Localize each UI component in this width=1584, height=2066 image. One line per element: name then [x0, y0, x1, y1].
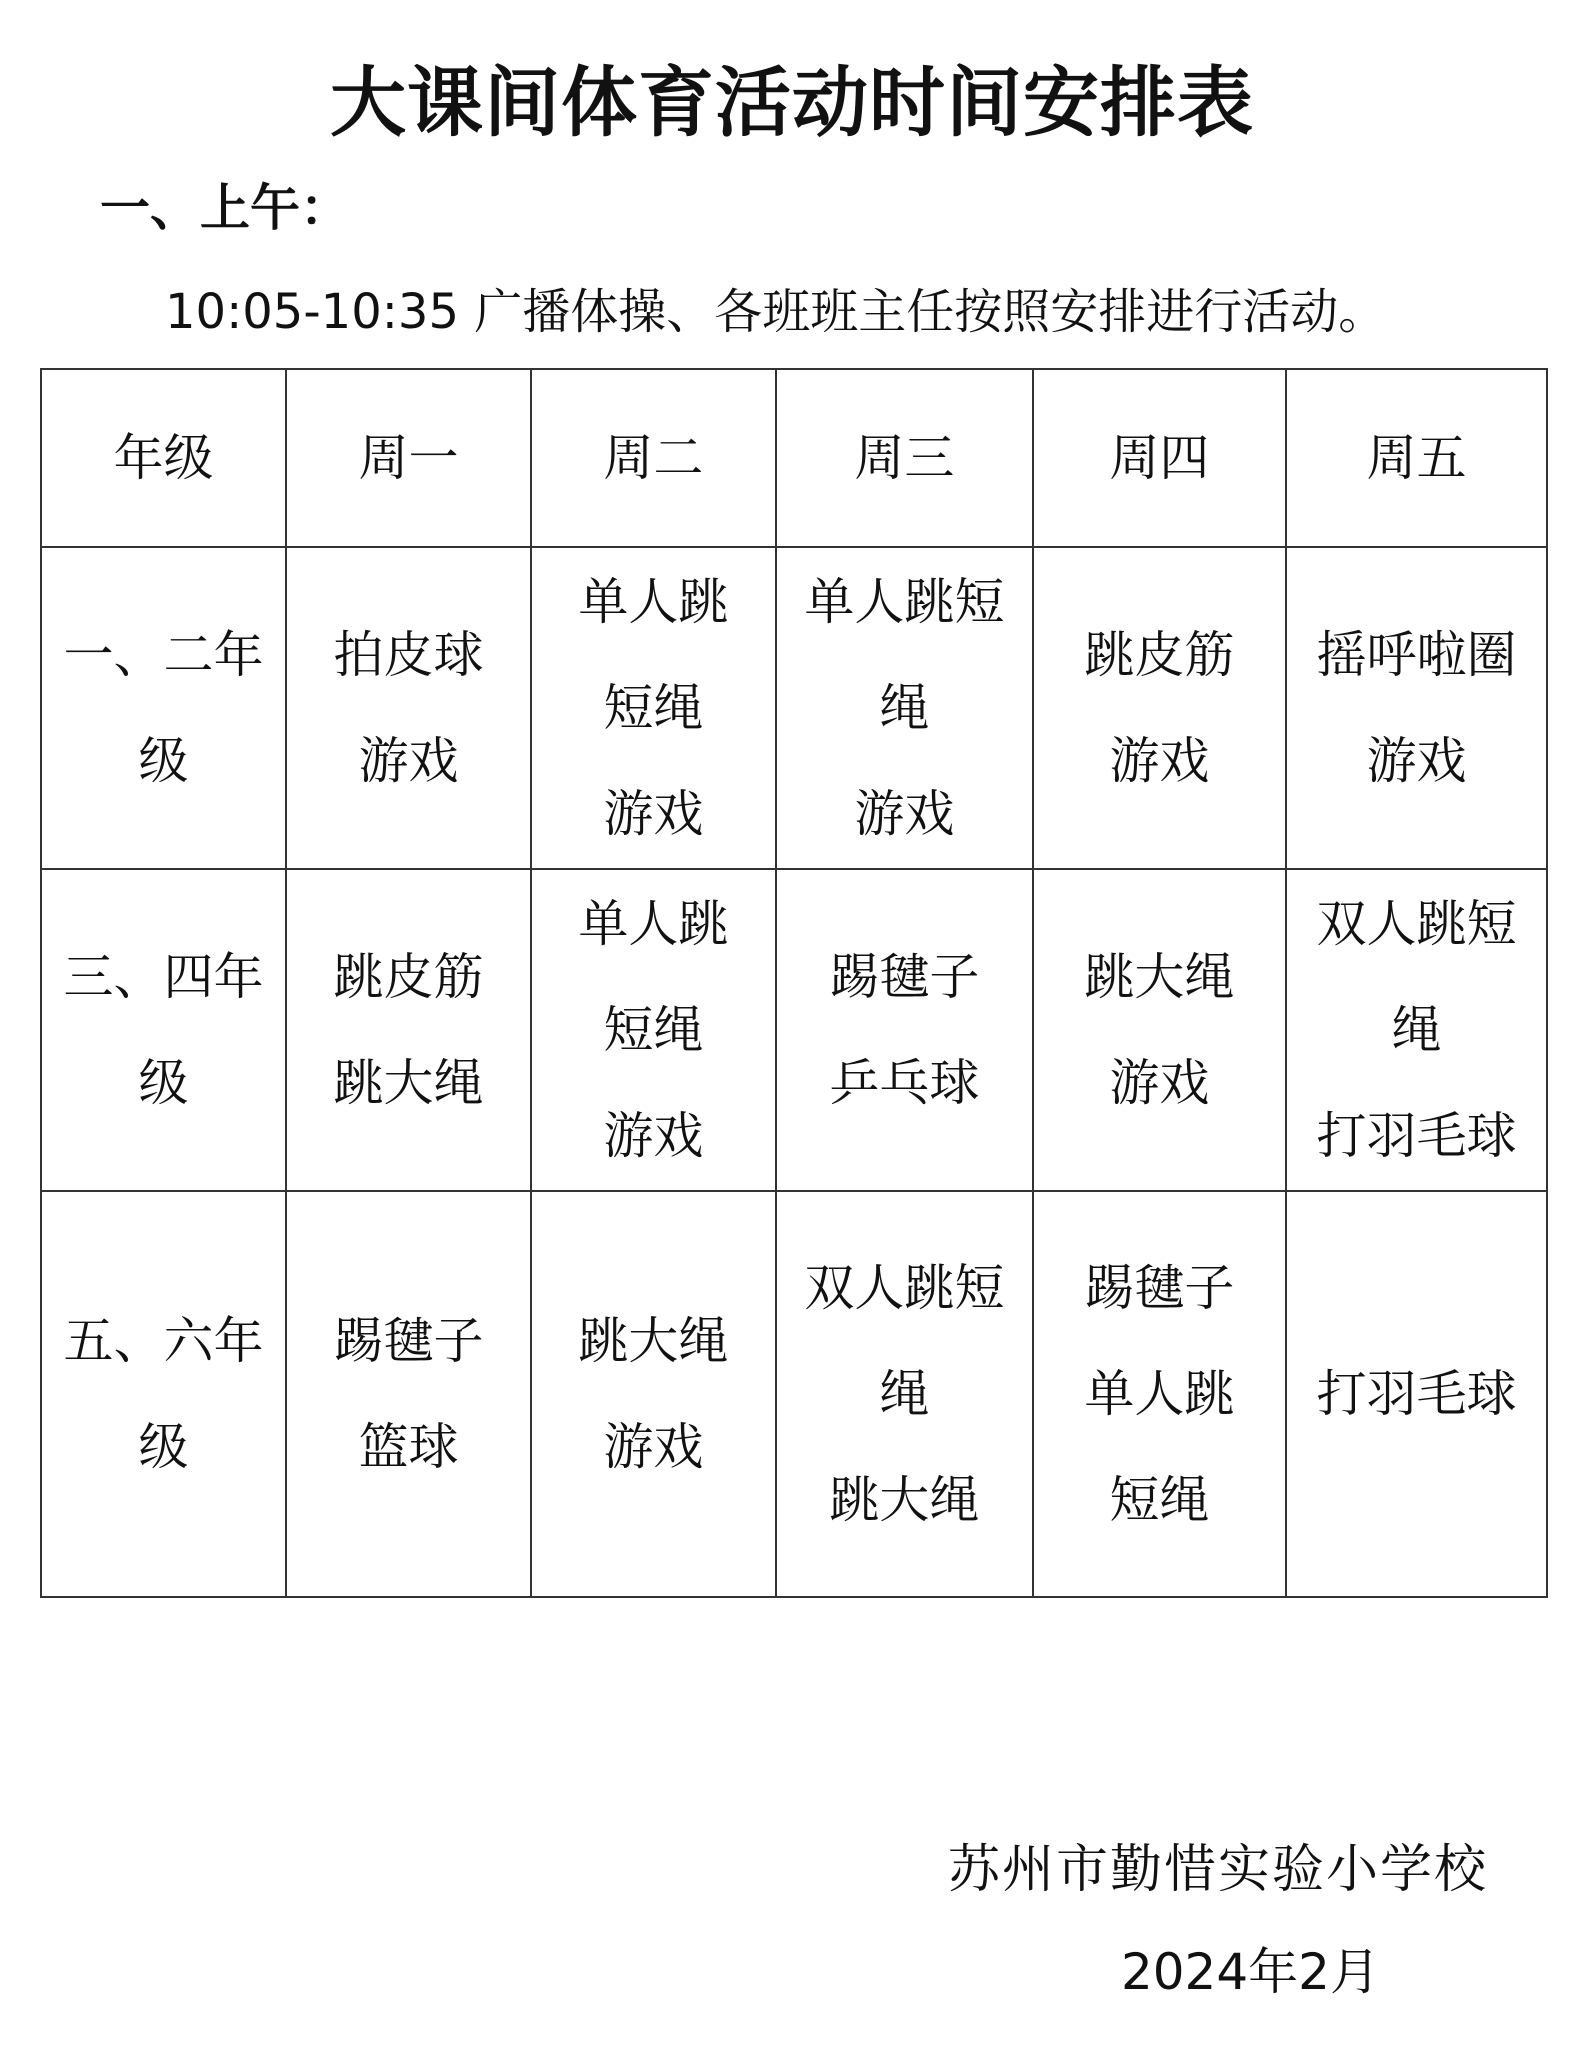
cell-line: 跳大绳 [1084, 948, 1235, 1006]
wednesday-activity-cell [776, 1191, 1033, 1597]
cell-line: 游戏 [1109, 1054, 1210, 1112]
friday-activity-cell [1286, 869, 1547, 1191]
cell-line: 三、四年 [63, 948, 264, 1006]
tuesday-activity-cell [531, 547, 776, 869]
cell-line: 游戏 [854, 785, 955, 843]
document-date: 2024年2月 [1120, 1943, 1380, 2001]
activity-schedule-table [40, 368, 1548, 1598]
cell-line: 单人跳 [578, 573, 729, 631]
cell-line: 单人跳短 [804, 573, 1005, 631]
cell-line: 打羽毛球 [1316, 1107, 1517, 1165]
cell-line: 绳 [879, 679, 930, 737]
cell-line: 单人跳 [1084, 1365, 1235, 1423]
cell-line: 跳大绳 [578, 1312, 729, 1370]
cell-line: 五、六年 [63, 1312, 264, 1370]
cell-line: 级 [138, 732, 189, 790]
monday-activity-cell [286, 547, 531, 869]
cell-line: 拍皮球 [333, 626, 484, 684]
school-name: 苏州市勤惜实验小学校 [947, 1840, 1488, 1900]
cell-line: 踢毽子 [333, 1312, 484, 1370]
table-row-grade-3-4 [41, 869, 1547, 1191]
cell-line: 双人跳短 [804, 1259, 1005, 1317]
cell-line: 游戏 [358, 732, 459, 790]
monday-activity-cell [286, 1191, 531, 1597]
section-heading-morning: 一、上午： [100, 179, 350, 237]
cell-line: 绳 [1391, 1001, 1442, 1059]
wednesday-activity-cell [776, 547, 1033, 869]
cell-line: 踢毽子 [1084, 1259, 1235, 1317]
thursday-activity-cell [1033, 547, 1286, 869]
header-monday: 周一 [286, 369, 531, 547]
cell-line: 一、二年 [63, 626, 264, 684]
cell-line: 短绳 [603, 679, 704, 737]
header-friday: 周五 [1286, 369, 1547, 547]
cell-line: 踢毽子 [829, 948, 980, 1006]
friday-activity-cell [1286, 1191, 1547, 1597]
header-thursday: 周四 [1033, 369, 1286, 547]
thursday-activity-cell [1033, 1191, 1286, 1597]
table-row-grade-5-6 [41, 1191, 1547, 1597]
grade-cell [41, 1191, 286, 1597]
grade-cell [41, 547, 286, 869]
tuesday-activity-cell [531, 869, 776, 1191]
thursday-activity-cell [1033, 869, 1286, 1191]
cell-line: 短绳 [603, 1001, 704, 1059]
cell-line: 短绳 [1109, 1471, 1210, 1529]
cell-line: 篮球 [358, 1418, 459, 1476]
header-wednesday: 周三 [776, 369, 1033, 547]
grade-cell [41, 869, 286, 1191]
table-row-grade-1-2 [41, 547, 1547, 869]
cell-line: 游戏 [603, 785, 704, 843]
intro-schedule-text: 10:05-10:35 广播体操、各班班主任按照安排进行活动。 [165, 284, 1387, 340]
cell-line: 绳 [879, 1365, 930, 1423]
document-title: 大课间体育活动时间安排表 [330, 58, 1254, 147]
wednesday-activity-cell [776, 869, 1033, 1191]
cell-line: 游戏 [1366, 732, 1467, 790]
table-header-row [41, 369, 1547, 547]
cell-line: 摇呼啦圈 [1316, 626, 1517, 684]
header-tuesday: 周二 [531, 369, 776, 547]
header-grade: 年级 [41, 369, 286, 547]
cell-line: 级 [138, 1054, 189, 1112]
cell-line: 跳大绳 [333, 1054, 484, 1112]
cell-line: 游戏 [603, 1107, 704, 1165]
tuesday-activity-cell [531, 1191, 776, 1597]
cell-line: 跳大绳 [829, 1471, 980, 1529]
cell-line: 级 [138, 1418, 189, 1476]
cell-line: 跳皮筋 [333, 948, 484, 1006]
cell-line: 跳皮筋 [1084, 626, 1235, 684]
cell-line: 单人跳 [578, 895, 729, 953]
friday-activity-cell [1286, 547, 1547, 869]
cell-line: 游戏 [1109, 732, 1210, 790]
monday-activity-cell [286, 869, 531, 1191]
cell-line: 双人跳短 [1316, 895, 1517, 953]
cell-line: 打羽毛球 [1316, 1365, 1517, 1423]
cell-line: 游戏 [603, 1418, 704, 1476]
cell-line: 乒乓球 [829, 1054, 980, 1112]
